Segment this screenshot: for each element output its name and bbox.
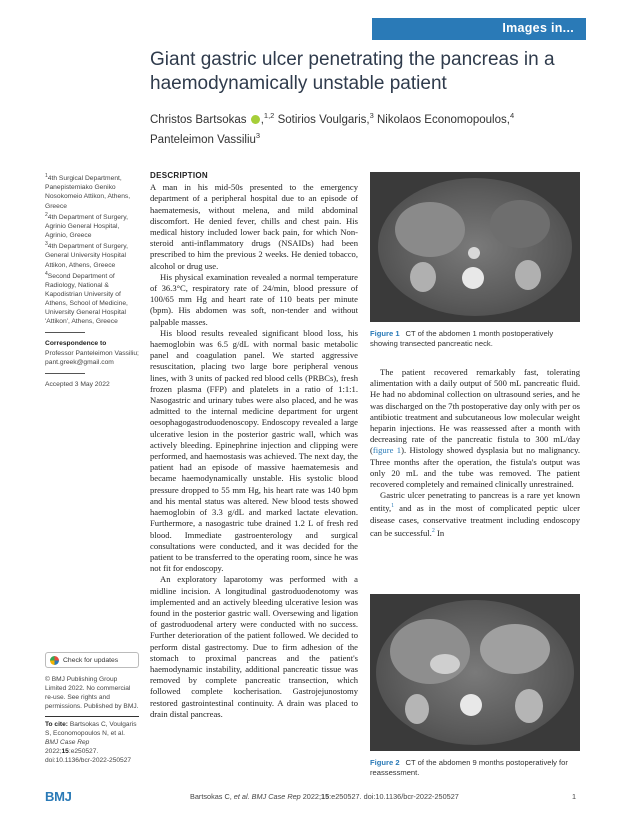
affiliation: $^3$4th Department of Surgery, General University Hospital Attikon, Athens, Greece <box>45 241 128 269</box>
figure-2-caption: Figure 2 CT of the abdomen 9 months postoperatively for reassessment. <box>370 758 568 777</box>
copyright-notice: © BMJ Publishing Group Limited 2022. No commercial re-use. See rights and permissions. Published by BMJ. <box>45 676 139 710</box>
bmj-logo: BMJ <box>45 789 72 804</box>
section-heading: DESCRIPTION <box>150 171 208 180</box>
affiliation: $^2$4th Department of Surgery, Agrinio General Hospital, Agrinio, Greece <box>45 211 128 240</box>
check-for-updates-button[interactable] <box>45 652 139 668</box>
reference-link[interactable]: 1 <box>391 503 395 510</box>
author-name[interactable]: Panteleimon Vassiliu <box>150 133 256 146</box>
crossmark-icon <box>50 656 59 665</box>
cite-label: To cite: <box>45 721 68 728</box>
correspondence-name: Professor Panteleimon Vassiliu; <box>45 349 139 357</box>
divider <box>45 373 85 374</box>
author-name[interactable]: Nikolaos Economopoulos, <box>376 113 510 126</box>
author-name[interactable]: Sotirios Voulgaris, <box>277 113 370 126</box>
figure-2-ct-image[interactable] <box>370 594 580 751</box>
correspondence-email[interactable]: pant.greek@gmail.com <box>45 358 114 366</box>
section-banner <box>372 18 586 40</box>
article-sidebar <box>45 172 139 389</box>
author-affil: 4 <box>509 111 515 120</box>
paragraph: His physical examination revealed a normal temperature of 36.3°C, respiratory rate of 24/min, blood pressure of 100/65 mm Hg and heart rate of 110 beats per minute (bpm). His abdomen was soft, non-tender and without palpable masses. <box>150 271 358 327</box>
orcid-icon[interactable] <box>251 115 260 124</box>
paragraph: The patient recovered remarkably fast, tolerating alimentation with a daily output of 500 mL pancreatic fluid. He had no abdominal collection on ultrasound series, and he was discharged on the 7th postoperative day only with per os antibiotic treatment and subcutaneous low molecular weight heparin injections. He was reassessed after a month with decreasing rate of the pancreatic fistula to 300 mL/day (figure 1). Histology showed dysplasia but no malignancy. Three months after the operation, the fistula's output was only 20 mL and the tube was removed. The patient recovered completely and remained clinically unrestrained. <box>370 367 580 490</box>
article-title: Giant gastric ulcer penetrating the pancreas in a haemodynamically unstable patient <box>150 49 555 94</box>
citation-box: To cite: Bartsokas C, Voulgaris S, Economopoulos N, et al. BMJ Case Rep 2022;15:e250527. doi:10.1136/bcr-2022-250527 <box>45 716 139 765</box>
author-affil: 1,2 <box>263 111 275 120</box>
author-list: Christos Bartsokas ,$^{1,2}$ Sotirios Voulgaris,$^3$ Nikolaos Economopoulos,$^4$ Panteleimon Vassiliu$^3$ <box>150 111 515 146</box>
figure-1-caption: Figure 1 CT of the abdomen 1 month postoperatively showing transected pancreatic neck. <box>370 329 554 348</box>
accepted-date: Accepted 3 May 2022 <box>45 380 110 388</box>
banner-label: Images in... <box>502 21 574 35</box>
figure-1-link[interactable]: figure 1 <box>372 445 402 456</box>
divider <box>45 332 85 333</box>
author-affil: 3 <box>255 130 261 140</box>
author-name[interactable]: Christos Bartsokas <box>150 113 247 126</box>
affiliation: $^1$4th Surgical Department, Panepistemiako Geniko Nosokomeio Attikon, Athens, Greece <box>45 173 131 210</box>
main-text-column-left <box>150 170 358 720</box>
check-updates-label: Check for updates <box>63 656 119 664</box>
paragraph: An exploratory laparotomy was performed with a midline incision. A longitudinal gastroduodenotomy was implemented and an actively bleeding ulcerative lesion was found in the posterior gastric wall. Oversewing and ligation of gastroduodenal artery were conducted with no success. Further deterioration of the patient followed. We decided to perform distal gastrectomy. Due to firm adhesion of the stomach to proximal pancreas and the patient's haemodynamic instability, additional pancreatic tissue was removed by complete pancreatic transection, which followed complete kocherisation. Gastrojejunostomy restored gastrointestinal continuity. A drain was placed to drain distal pancreas. <box>150 574 358 719</box>
page-number: 1 <box>572 792 577 801</box>
footer-citation: Bartsokas C, et al. BMJ Case Rep 2022;15:e250527. doi:10.1136/bcr-2022-250527 <box>190 792 459 801</box>
affiliation: $^4$Second Department of Radiology, National & Kapodistrian University of Athens, School of Medicine, University General Hospital 'Attikon', Athens, Greece <box>45 270 128 326</box>
paragraph: Gastric ulcer penetrating to pancreas is a rare yet known entity,$^1$ and as in the most of complicated peptic ulcer disease cases, conservative treatment including endoscopy can be successful.$^2$ In <box>370 490 580 538</box>
author-affil: 3 <box>369 111 374 120</box>
paragraph: A man in his mid-50s presented to the emergency department of a peripheral hospital due to an episode of haematemesis, without melena, and mild abdominal discomfort. He denied fever, chills and chest pain. His medical history included lower back pain, for which Non-steroid anti-inflammatory drugs (NSAIDs) had been prescribed to him the previous 2 weeks. He denied tobacco, alcohol or drug use. <box>150 182 358 271</box>
figure-1-ct-image[interactable] <box>370 172 580 322</box>
paragraph: His blood results revealed significant blood loss, his haemoglobin was 6.5 g/dL with normal basic metabolic panel and coagulation panel. We started aggressive resuscitation, placing two large bore peripheral venous lines, with 3 units of packed red blood cells (PRBCs), fresh frozen plasma (FFP) and platelets in a ratio of 1:1:1. Nasogastric and urinary tubes were also placed, and he was admitted to the internal medicine department for urgent oesophagogastroduodenoscopy. Endoscopy revealed a large ulcerative lesion in the posterior gastric wall, which was actively bleeding. Epinephrine injection and clipping were performed, and haemostasis was achieved. The next day, the patient had an episode of massive haematemesis and became haemodynamically unstable. His systolic blood pressure dropped to 55 mm Hg, his heart rate was 140 bpm and his mental status was altered. New blood tests showed haemoglobin of 3.3 g/dL and marked lactate elevation. Furthermore, a nasogastric tube drained 1.2 L of fresh red blood. Immediate gastroenterology and surgical consultations were conducted, and it was decided for the patient to be transferred to the operating room, since he was not fit for endoscopy. <box>150 327 358 574</box>
reference-link[interactable]: 2 <box>431 527 435 534</box>
main-text-column-right <box>370 367 580 539</box>
correspondence-heading: Correspondence to <box>45 340 107 348</box>
